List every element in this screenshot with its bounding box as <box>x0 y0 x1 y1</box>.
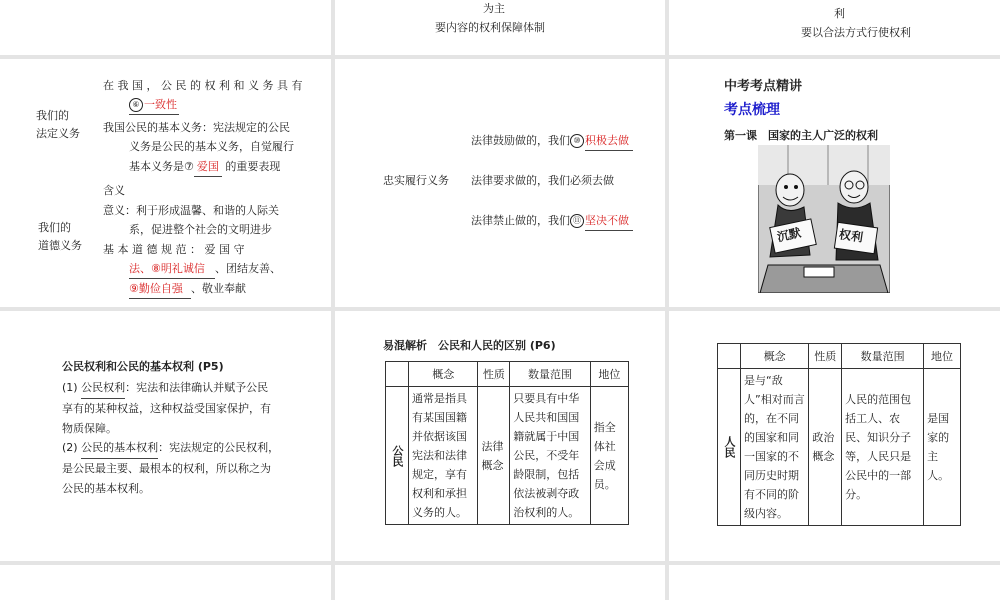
duty-p2-line3: 基本义务是⑦ 爱国 的重要表现 <box>129 158 280 177</box>
table-header-row <box>386 362 629 387</box>
cartoon-sign-right: 权利 <box>838 227 864 245</box>
people-table <box>717 343 961 526</box>
cell-nature: 法律概念 <box>478 387 510 525</box>
table-header: 地位 <box>590 362 628 387</box>
top-mid-line1: 为主 <box>483 2 505 15</box>
slide-people-table <box>669 311 1000 561</box>
table-header: 概念 <box>409 362 478 387</box>
slide-top-right <box>669 0 1000 55</box>
slide-top-middle <box>335 0 665 55</box>
faithful-row1: 法律鼓励做的，我们 ⑩ 积极去做 <box>471 132 633 151</box>
moral-duty-title: 我们的 道德义务 <box>38 221 82 252</box>
legal-duty-title: 我们的 法定义务 <box>36 109 80 140</box>
duty-p2-line2: 义务是公民的基本义务，自觉履行 <box>129 140 294 153</box>
slide-bottom-left <box>0 565 331 600</box>
rights-title: 公民权利和公民的基本权利 (P5) <box>62 360 224 373</box>
moral-label: 含义 <box>103 184 125 197</box>
table-header: 地位 <box>924 344 961 369</box>
slide-bottom-middle <box>335 565 665 600</box>
top-mid-line2: 要内容的权利保障体制 <box>435 21 545 34</box>
table-header: 性质 <box>809 344 842 369</box>
rights-item-1: (1) 公民权利：宪法和法律确认并赋予公民 享有的某种权益，这种权益受国家保护，有 物质保障。 <box>62 378 271 439</box>
slide-bottom-right <box>669 565 1000 600</box>
slide-rights <box>0 311 331 561</box>
table-header-row <box>718 344 961 369</box>
slide-exam-points <box>669 59 1000 307</box>
table-header: 数量范围 <box>510 362 591 387</box>
confusion-title: 易混解析 公民和人民的区别 (P6) <box>383 339 556 352</box>
cell-status: 是国家的主人。 <box>924 369 961 526</box>
table-header: 数量范围 <box>842 344 924 369</box>
top-right-line1: 利 <box>834 7 845 20</box>
slide-citizen-table <box>335 311 665 561</box>
debate-cartoon-image <box>758 145 890 293</box>
slide-top-left <box>0 0 331 55</box>
slide-duties <box>0 59 331 307</box>
moral-answer-1: 法、⑧明礼诚信 、团结友善、 <box>129 260 281 279</box>
citizen-table <box>385 361 629 525</box>
cell-scope: 只要具有中华人民共和国国籍就属于中国公民，不受年龄限制，包括依法被剥夺政治权利的人。 <box>510 387 591 525</box>
table-header: 概念 <box>741 344 809 369</box>
cell-concept: 通常是指具有某国国籍并依据该国宪法和法律规定，享有权利和承担义务的人。 <box>409 387 478 525</box>
cell-scope: 人民的范围包括工人、农民、知识分子等，人民只是公民中的一部分。 <box>842 369 924 526</box>
cell-concept: 是与“敌人”相对而言的，在不同的国家和同一国家的不同历史时期有不同的阶级内容。 <box>741 369 809 526</box>
cell-status: 指全体社会成员。 <box>590 387 628 525</box>
duty-p1: 在 我 国 ， 公 民 的 权 利 和 义 务 具 有 <box>103 79 303 92</box>
rights-item-2: (2) 公民的基本权利：宪法规定的公民权利， 是公民最主要、最根本的权利，所以称之为 公民的基本权利。 <box>62 438 279 499</box>
table-row <box>718 369 961 526</box>
duty-p2-line1: 我国公民的基本义务：宪法规定的公民 <box>103 121 290 134</box>
slide-faithful <box>335 59 665 307</box>
moral-meaning-2: 系，促进整个社会的文明进步 <box>129 223 272 236</box>
table-header: 性质 <box>478 362 510 387</box>
table-row <box>386 387 629 525</box>
row-label: 公民 <box>386 387 409 525</box>
cartoon-sign-left: 沉默 <box>775 225 803 245</box>
row-label: 人民 <box>718 369 741 526</box>
moral-norm: 基 本 道 德 规 范 ： 爱 国 守 <box>103 243 245 256</box>
top-right-line2: 要以合法方式行使权利 <box>801 26 911 39</box>
exam-subtitle: 考点梳理 <box>724 102 780 118</box>
moral-answer-2: ⑨勤俭自强 、敬业奉献 <box>129 280 246 299</box>
duty-p1-answer: ⑥ 一致性 <box>129 96 179 115</box>
faithful-title: 忠实履行义务 <box>383 174 449 187</box>
faithful-row2: 法律要求做的，我们必须去做 <box>471 174 614 187</box>
moral-meaning-1: 意义：利于形成温馨、和谐的人际关 <box>103 204 279 217</box>
faithful-row3: 法律禁止做的，我们 ⑪ 坚决不做 <box>471 212 633 231</box>
cell-nature: 政治概念 <box>809 369 842 526</box>
lesson-heading: 第一课 国家的主人广泛的权利 <box>724 129 878 142</box>
exam-title: 中考考点精讲 <box>724 79 803 94</box>
